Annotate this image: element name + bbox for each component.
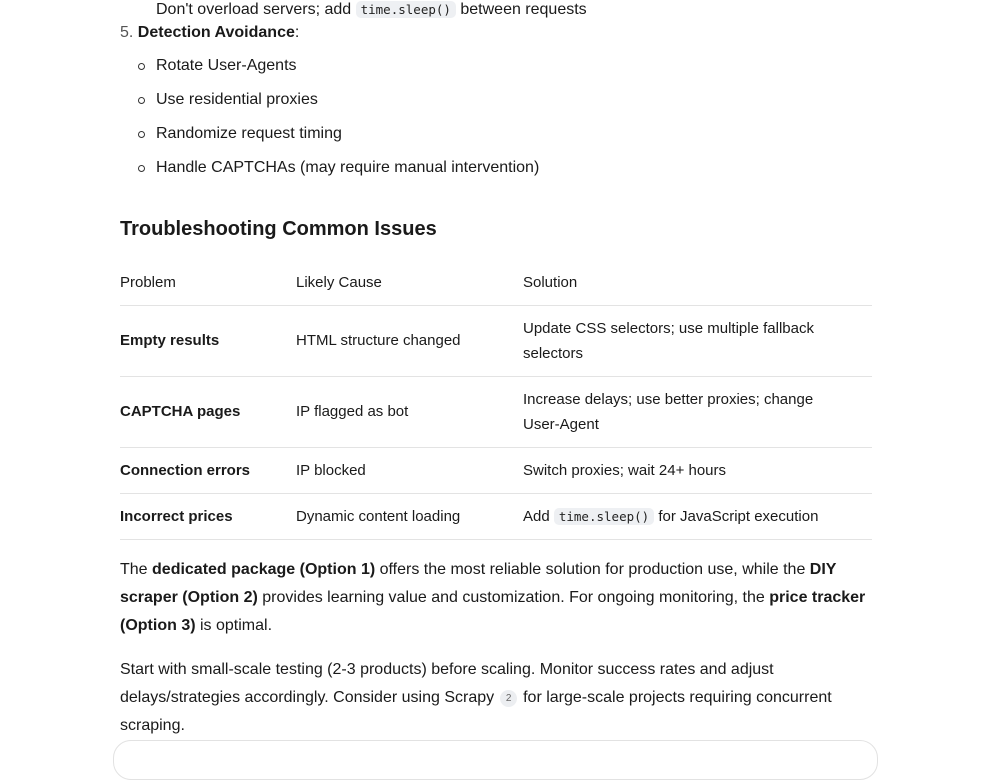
list-item: Use residential proxies [138,88,318,112]
column-header: Problem [120,260,296,305]
section-heading: Troubleshooting Common Issues [120,218,437,240]
table-header [120,260,872,305]
numbered-item: 5. Detection Avoidance: [120,24,300,41]
column-header: Solution [523,260,872,305]
list-item: Don't overload servers; add time.sleep() between requests [156,1,587,18]
table-row: Connection errors IP blocked Switch proxies; wait 24+ hours [120,447,872,493]
column-header: Likely Cause [296,260,523,305]
table-row: Incorrect prices Dynamic content loading Add time.sleep() for JavaScript execution [120,493,872,539]
inline-code: time.sleep() [356,1,456,18]
list-item: Handle CAPTCHAs (may require manual intervention) [138,156,539,180]
list-item: Rotate User-Agents [138,54,297,78]
chat-input-box[interactable] [113,740,878,780]
table-row: CAPTCHA pages IP flagged as bot Increase delays; use better proxies; change User-Agent [120,376,872,447]
advice-paragraph: Start with small-scale testing (2-3 products) before scaling. Monitor success rates and adjust delays/strategies accordingly. Consider using Scrapy 2 for large-scale projects requiring concurrent scraping. [120,661,832,734]
citation-badge[interactable]: 2 [500,690,517,707]
summary-paragraph: The dedicated package (Option 1) offers the most reliable solution for production use, while the DIY scraper (Option 2) provides learning value and customization. For ongoing monitoring, the price tracker (Option 3) is optimal. [120,561,866,634]
list-item: Randomize request timing [138,122,342,146]
troubleshooting-table [120,260,872,540]
table-row: Empty results HTML structure changed Update CSS selectors; use multiple fallback selectors [120,305,872,376]
inline-code: time.sleep() [554,508,654,525]
